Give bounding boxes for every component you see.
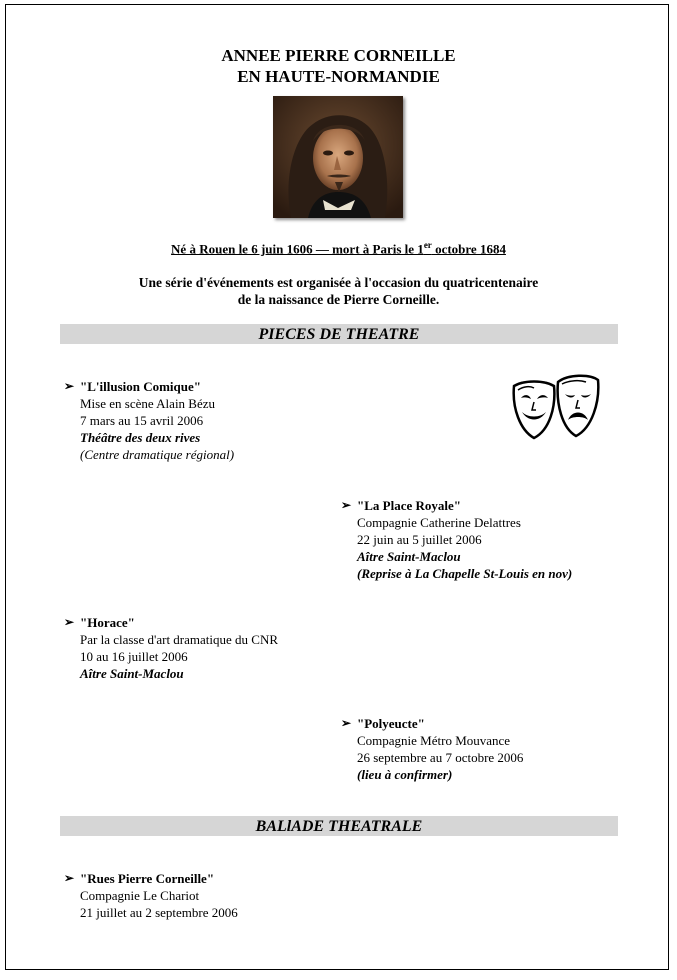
section-header-pieces: PIECES DE THEATRE <box>60 324 618 344</box>
play-entry-illusion <box>64 378 234 463</box>
play-company: Compagnie Métro Mouvance <box>357 733 511 748</box>
corneille-portrait <box>273 96 403 218</box>
play-dates: 26 septembre au 7 octobre 2006 <box>357 750 524 765</box>
section-header-ballade: BALlADE THEATRALE <box>60 816 618 836</box>
intro-line-1: Une série d'événements est organisée à l'occasion du quatricentenaire <box>138 275 539 290</box>
play-title: "Polyeucte" <box>357 716 425 731</box>
birth-death-dates: Né à Rouen le 6 juin 1606 — mort à Paris le 1er octobre 1684 <box>171 240 506 257</box>
play-entry-polyeucte <box>341 715 523 783</box>
ballade-title: "Rues Pierre Corneille" <box>80 871 215 886</box>
theatre-masks-icon <box>510 372 602 446</box>
play-venue: Théâtre des deux rives <box>80 430 201 445</box>
play-dates: 10 au 16 juillet 2006 <box>80 649 188 664</box>
play-note: (lieu à confirmer) <box>357 767 453 782</box>
play-company: Compagnie Catherine Delattres <box>357 515 521 530</box>
bullet-arrow-icon: ➢ <box>341 716 352 730</box>
intro-line-2: de la naissance de Pierre Corneille. <box>237 292 440 307</box>
play-venue: Aître Saint-Maclou <box>80 666 184 681</box>
play-venue: Aître Saint-Maclou <box>357 549 461 564</box>
play-title: "L'illusion Comique" <box>80 379 201 394</box>
play-title: "Horace" <box>80 615 135 630</box>
play-director: Mise en scène Alain Bézu <box>80 396 216 411</box>
play-company: Par la classe d'art dramatique du CNR <box>80 632 279 647</box>
title-line-1: ANNEE PIERRE CORNEILLE <box>221 46 456 65</box>
bullet-arrow-icon: ➢ <box>64 871 75 885</box>
play-title: "La Place Royale" <box>357 498 461 513</box>
title-line-2: EN HAUTE-NORMANDIE <box>237 67 440 86</box>
bullet-arrow-icon: ➢ <box>341 498 352 512</box>
play-dates: 22 juin au 5 juillet 2006 <box>357 532 482 547</box>
ballade-dates: 21 juillet au 2 septembre 2006 <box>80 905 238 920</box>
play-entry-place-royale <box>341 497 572 582</box>
ballade-company: Compagnie Le Chariot <box>80 888 200 903</box>
ballade-entry <box>64 870 238 921</box>
play-note: (Reprise à La Chapelle St-Louis en nov) <box>357 566 573 581</box>
play-dates: 7 mars au 15 avril 2006 <box>80 413 204 428</box>
play-note: (Centre dramatique régional) <box>80 447 235 462</box>
intro-text <box>0 274 677 308</box>
bullet-arrow-icon: ➢ <box>64 615 75 629</box>
bullet-arrow-icon: ➢ <box>64 379 75 393</box>
play-entry-horace <box>64 614 278 682</box>
